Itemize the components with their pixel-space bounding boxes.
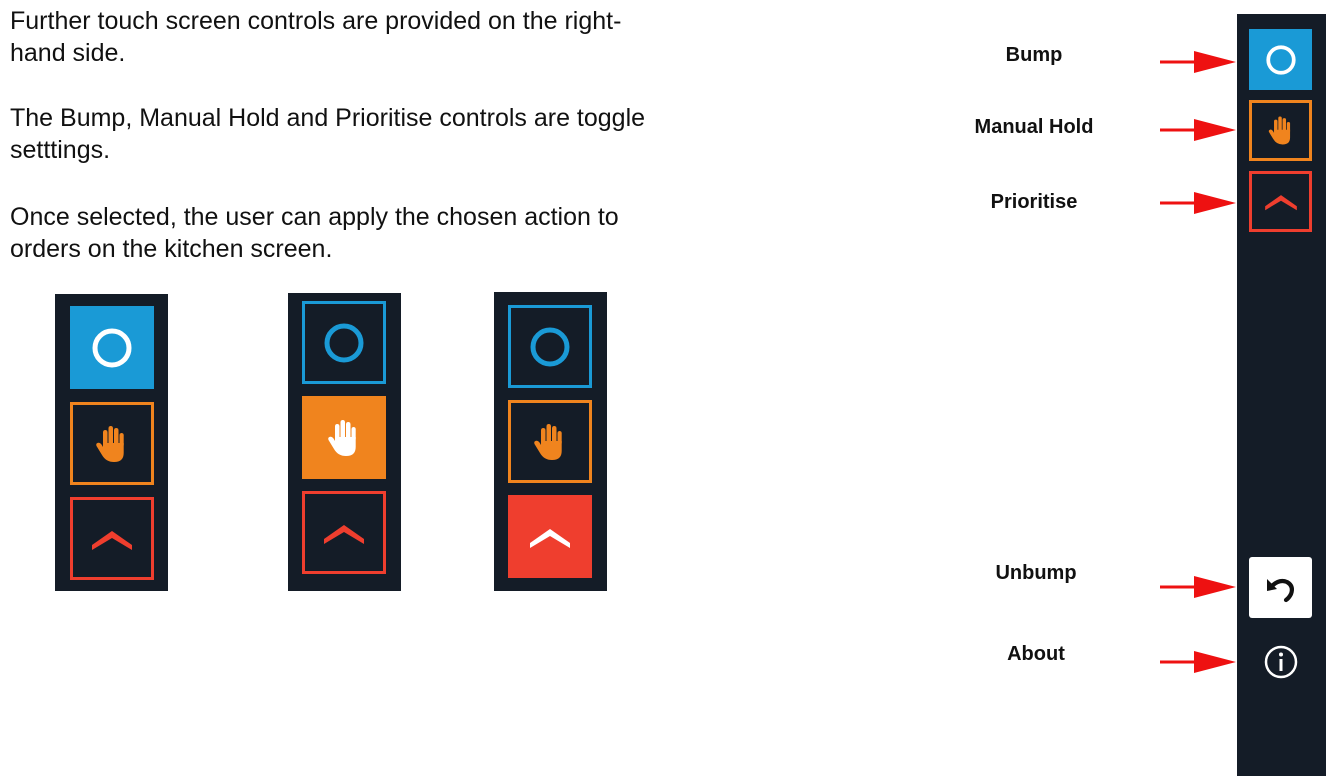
toggle-paragraph: The Bump, Manual Hold and Prioritise controls are toggle setttings.	[10, 104, 646, 164]
arrow-right-icon	[1158, 50, 1238, 74]
label-about: About	[1007, 643, 1065, 665]
prioritise-button[interactable]	[302, 491, 386, 574]
sidebar-about-button[interactable]	[1249, 631, 1312, 692]
undo-icon	[1264, 573, 1298, 603]
manual-hold-button[interactable]	[508, 400, 592, 483]
bump-button[interactable]	[508, 305, 592, 388]
circle-icon	[88, 324, 136, 372]
arrow-right-icon	[1158, 575, 1238, 599]
right-sidebar	[1237, 14, 1326, 776]
hand-icon	[1267, 115, 1295, 146]
intro-paragraph: Further touch screen controls are provided on the right-hand side.	[10, 7, 622, 67]
arrow-right-icon	[1158, 118, 1238, 142]
sidebar-manual-hold-button[interactable]	[1249, 100, 1312, 161]
sidebar-bump-button[interactable]	[1249, 29, 1312, 90]
circle-icon	[1263, 42, 1299, 78]
sidebar-unbump-button[interactable]	[1249, 557, 1312, 618]
info-icon	[1263, 644, 1299, 680]
hand-icon	[94, 424, 130, 464]
example-panel-hold-active	[288, 293, 401, 591]
arrow-right-icon	[1158, 650, 1238, 674]
label-prioritise: Prioritise	[990, 191, 1078, 213]
chevron-up-icon	[324, 521, 364, 545]
label-manual-hold: Manual Hold	[974, 116, 1094, 138]
hand-icon	[532, 422, 568, 462]
arrow-right-icon	[1158, 191, 1238, 215]
bump-button[interactable]	[302, 301, 386, 384]
bump-button[interactable]	[70, 306, 154, 389]
example-panel-prioritise-active	[494, 292, 607, 591]
label-bump: Bump	[1005, 44, 1063, 66]
circle-icon	[526, 323, 574, 371]
example-panel-bump-active	[55, 294, 168, 591]
chevron-up-icon	[1265, 192, 1297, 211]
prioritise-button[interactable]	[508, 495, 592, 578]
usage-paragraph: Once selected, the user can apply the chosen action to orders on the kitchen screen.	[10, 203, 619, 263]
hand-icon	[326, 418, 362, 458]
chevron-up-icon	[530, 525, 570, 549]
sidebar-prioritise-button[interactable]	[1249, 171, 1312, 232]
circle-icon	[320, 319, 368, 367]
manual-hold-button[interactable]	[302, 396, 386, 479]
prioritise-button[interactable]	[70, 497, 154, 580]
label-unbump: Unbump	[995, 562, 1077, 584]
chevron-up-icon	[92, 527, 132, 551]
manual-hold-button[interactable]	[70, 402, 154, 485]
